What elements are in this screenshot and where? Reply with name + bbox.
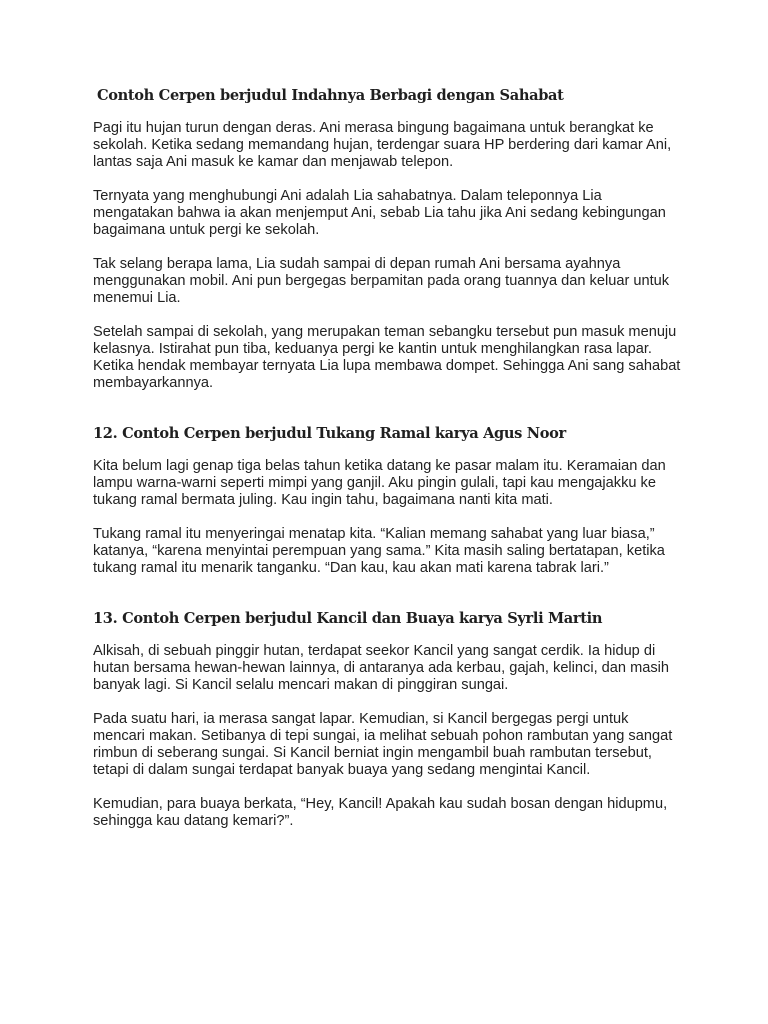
paragraph: Alkisah, di sebuah pinggir hutan, terdapat seekor Kancil yang sangat cerdik. Ia hidup di hutan bersama hewan-hewan lainnya, di antaranya ada kerbau, gajah, kelinci, dan masih banyak lagi. Si Kancil selalu mencari makan di pinggiran sungai. xyxy=(93,643,670,693)
story-section-kancil-dan-buaya xyxy=(93,609,683,830)
paragraph: Pagi itu hujan turun dengan deras. Ani merasa bingung bagaimana untuk berangkat ke sekolah. Ketika sedang memandang hujan, terdengar suara HP berdering dari kamar Ani, lantas saja Ani masuk ke kamar dan menjawab telepon. xyxy=(93,120,672,170)
paragraph: Kita belum lagi genap tiga belas tahun ketika datang ke pasar malam itu. Keramaian dan lampu warna-warni seperti mimpi yang ganjil. Aku pingin gulali, tapi kau mengajakku ke tukang ramal bermata juling. Kau ingin tahu, bagaimana nanti kita mati. xyxy=(93,458,666,508)
paragraph: Pada suatu hari, ia merasa sangat lapar. Kemudian, si Kancil bergegas pergi untuk mencari makan. Setibanya di tepi sungai, ia melihat sebuah pohon rambutan yang sangat rimbun di seberang sungai. Si Kancil berniat ingin mengambil buah rambutan tersebut, tetapi di dalam sungai terdapat banyak buaya yang sedang mengintai Kancil. xyxy=(93,711,673,778)
paragraph: Tak selang berapa lama, Lia sudah sampai di depan rumah Ani bersama ayahnya menggunakan mobil. Ani pun bergegas berpamitan pada orang tuannya dan keluar untuk menemui Lia. xyxy=(93,256,670,306)
paragraph: Tukang ramal itu menyeringai menatap kita. “Kalian memang sahabat yang luar biasa,” katanya, “karena menyintai perempuan yang sama.” Kita masih saling bertatapan, ketika tukang ramal itu menarik tanganku. “Dan kau, kau akan mati karena tabrak lari.” xyxy=(93,526,665,576)
story-section-tukang-ramal xyxy=(93,424,683,577)
paragraph: Kemudian, para buaya berkata, “Hey, Kancil! Apakah kau sudah bosan dengan hidupmu, sehingga kau datang kemari?”. xyxy=(93,796,668,829)
story-section-indahnya-berbagi xyxy=(93,86,683,392)
section-heading: 12. Contoh Cerpen berjudul Tukang Ramal karya Agus Noor xyxy=(93,425,566,442)
document-page xyxy=(93,86,683,847)
paragraph: Setelah sampai di sekolah, yang merupakan teman sebangku tersebut pun masuk menuju kelasnya. Istirahat pun tiba, keduanya pergi ke kantin untuk menghilangkan rasa lapar. Ketika hendak membayar ternyata Lia lupa membawa dompet. Sehingga Ani sang sahabat membayarkannya. xyxy=(93,324,681,391)
section-heading: 13. Contoh Cerpen berjudul Kancil dan Buaya karya Syrli Martin xyxy=(93,610,603,627)
paragraph: Ternyata yang menghubungi Ani adalah Lia sahabatnya. Dalam teleponnya Lia mengatakan bahwa ia akan menjemput Ani, sebab Lia tahu jika Ani sedang kebingungan bagaimana untuk pergi ke sekolah. xyxy=(93,188,666,238)
section-heading: Contoh Cerpen berjudul Indahnya Berbagi dengan Sahabat xyxy=(97,87,564,104)
